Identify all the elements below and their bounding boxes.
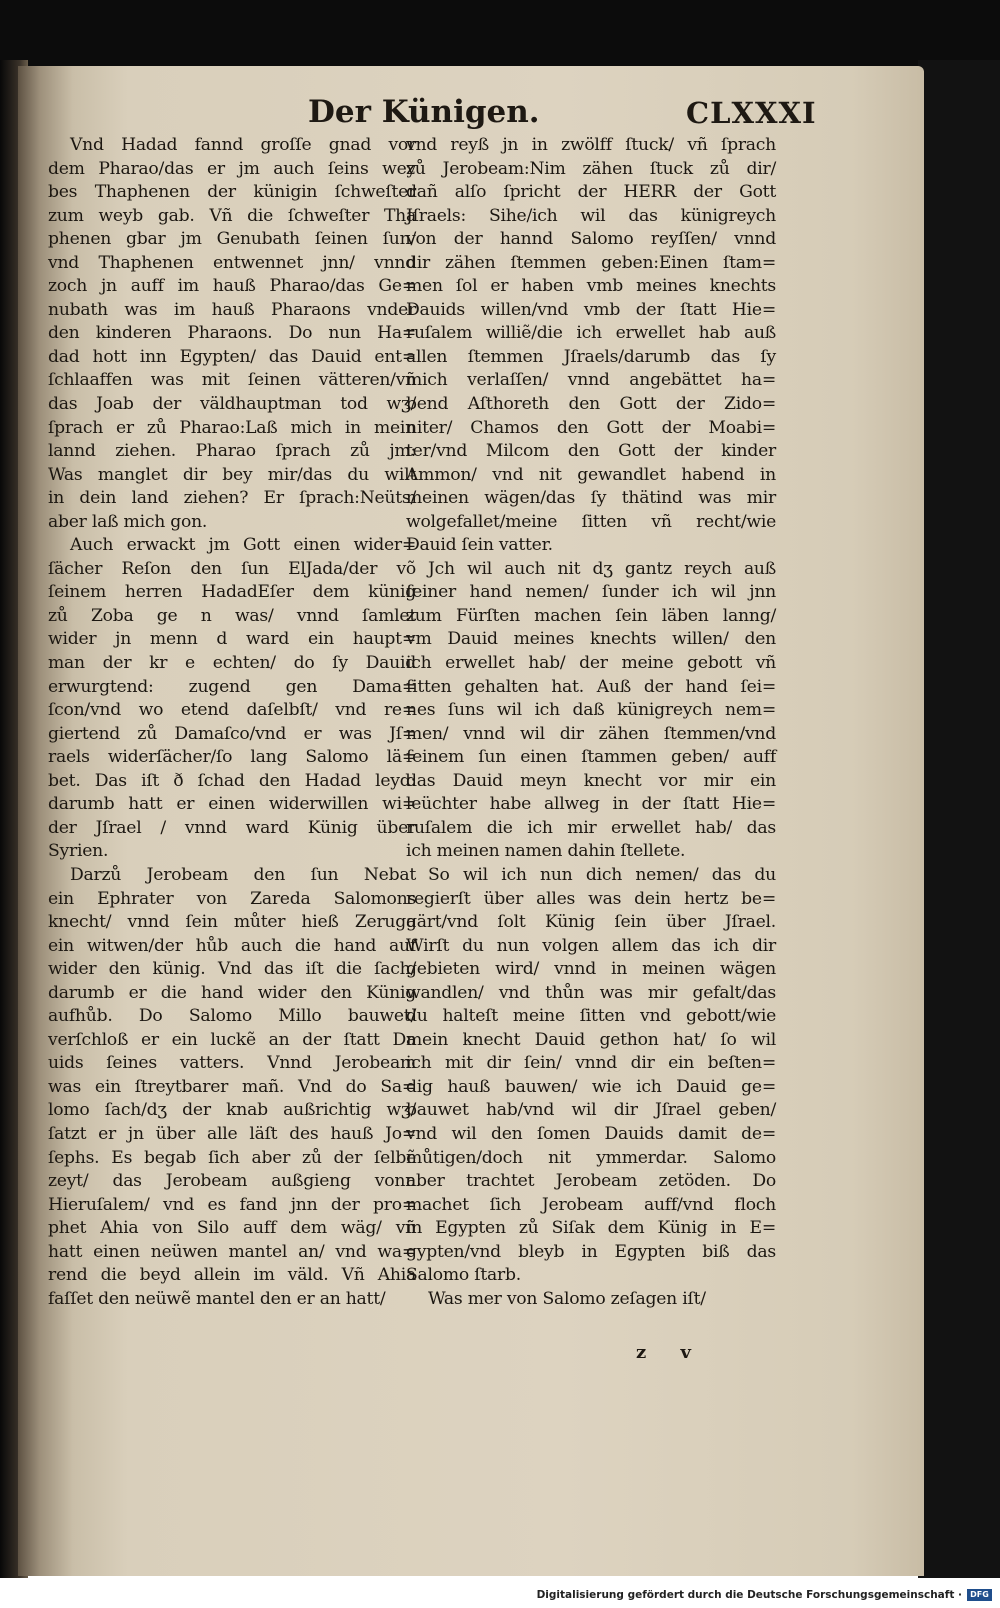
text-line: dad hott inn Egypten/ das Dauid ent=	[48, 346, 416, 367]
text-line: ruſalem williẽ/die ich erwellet hab auß	[406, 323, 776, 344]
text-line: man der kr e echten/ do ſy Dauid	[48, 653, 416, 674]
text-line: men/ vnnd wil dir zähen ſtemmen/vnd	[406, 723, 776, 744]
text-line: ſitten gehalten hat. Auß der hand ſei=	[406, 676, 776, 697]
text-line: bes Thaphenen der künigin ſchweſter	[48, 182, 416, 203]
text-line: bet. Das iſt ð ſchad den Hadad leyd:	[48, 770, 416, 791]
text-line: Syrien.	[48, 841, 109, 862]
text-line: Dauids willen/vnd vmb der ſtatt Hie=	[406, 299, 776, 320]
text-line: ſcon/vnd wo etend daſelbſt/ vnd re=	[48, 700, 416, 721]
text-line: den kinderen Pharaons. Do nun Ha=	[48, 323, 416, 344]
text-line: zum Fürſten machen ſein läben lanng/	[406, 605, 776, 626]
text-line: Auch erwackt jm Gott einen wider=	[70, 535, 416, 556]
digitization-credit: Digitalisierung gefördert durch die Deutsche Forschungsgemeinschaft ·	[536, 1589, 962, 1601]
text-line: uids ſeines vatters. Vnnd Jerobeam	[48, 1053, 416, 1074]
text-line: in Egypten zů Siſak dem Künig in E=	[406, 1218, 776, 1239]
text-line: vnd Thaphenen entwennet jnn/ vnnd	[48, 252, 416, 273]
scanner-right-border	[918, 60, 1000, 1578]
text-line: darumb er die hand wider den Künig	[48, 982, 416, 1003]
text-line: men ſol er haben vmb meines knechts	[406, 276, 776, 297]
text-line: aber trachtet Jerobeam zetöden. Do	[406, 1171, 776, 1192]
text-line: phenen gbar jm Genubath ſeinen ſun/	[48, 229, 416, 250]
scanner-top-border	[0, 0, 1000, 70]
text-line: nes ſuns wil ich daß künigreych nem=	[406, 700, 776, 721]
text-line: wandlen/ vnd thůn was mir gefalt/das	[406, 982, 776, 1003]
text-line: lannd ziehen. Pharao ſprach zů jm:	[48, 441, 416, 462]
text-line: phet Ahia von Silo auff dem wäg/ vñ	[48, 1218, 416, 1239]
text-line: allen ſtemmen Jſraels/darumb das ſy	[406, 346, 776, 367]
text-line: zum weyb gab. Vñ die ſchweſter Tha	[48, 205, 416, 226]
text-line: Was mer von Salomo zeſagen iſt/	[428, 1288, 706, 1309]
text-line: regierſt über alles was dein hertz be=	[406, 888, 776, 909]
text-line: ſächer Reſon den ſun ElJada/der võ	[48, 558, 416, 579]
text-line: gebieten wird/ vnnd in meinen wägen	[406, 959, 776, 980]
text-line: Jch wil auch nit dʒ gantz reych auß	[428, 558, 776, 579]
text-line: vnd reyß jn in zwölff ſtuck/ vñ ſprach	[406, 135, 776, 155]
text-line: lomo ſach/dʒ der knab außrichtig wʒ/	[48, 1100, 416, 1121]
text-line: So wil ich nun dich nemen/ das du	[428, 864, 776, 885]
text-line: bauwet hab/vnd wil dir Jſrael geben/	[406, 1100, 776, 1121]
text-line: wolgefallet/meine ſitten vñ recht/wie	[406, 511, 776, 532]
text-line: hatt einen neüwen mantel an/ vnd wa=	[48, 1241, 416, 1262]
folio-number: CLXXXI	[686, 96, 817, 130]
text-column-left	[48, 134, 416, 1311]
text-line: ſprach er zů Pharao:Laß mich in mein	[48, 417, 416, 438]
text-line: giertend zů Damaſco/vnd er was Jſ=	[48, 723, 416, 744]
book-page	[18, 66, 924, 1576]
running-title: Der Künigen.	[308, 94, 540, 130]
text-line: Salomo ſtarb.	[406, 1265, 521, 1286]
text-line: vm Dauid meines knechts willen/ den	[406, 629, 776, 650]
text-line: dig hauß bauwen/ wie ich Dauid ge=	[406, 1076, 776, 1097]
text-line: knecht/ vnnd ſein můter hieß Zeruga	[48, 912, 416, 933]
text-line: das Joab der väldhauptman tod wʒ/	[48, 394, 416, 415]
text-line: ein witwen/der hůb auch die hand auf	[48, 935, 416, 956]
text-line: was ein ſtreytbarer mañ. Vnd do Sa=	[48, 1076, 416, 1097]
text-line: ſatzt er jn über alle läſt des hauß Jo=	[48, 1123, 416, 1144]
text-line: Wirſt du nun volgen allem das ich dir	[406, 935, 776, 956]
text-line: ſeinem ſun einen ſtammen geben/ auff	[406, 747, 776, 768]
text-line: rend die beyd allein im väld. Vñ Ahia	[48, 1265, 416, 1286]
text-line: meinen wägen/das ſy thätind was mir	[406, 488, 776, 509]
text-line: dir zähen ſtemmen geben:Einen ſtam=	[406, 252, 776, 273]
text-line: Dauid ſein vatter.	[406, 535, 553, 556]
text-line: ter/vnd Milcom den Gott der kinder	[406, 441, 776, 462]
text-line: ich erwellet hab/ der meine gebott vñ	[406, 653, 776, 674]
text-line: leüchter habe allweg in der ſtatt Hie=	[406, 794, 776, 815]
text-line: mich verlaſſen/ vnnd angebättet ha=	[406, 370, 776, 391]
text-line: ſchlaaffen was mit ſeinen vätteren/vñ	[48, 370, 416, 391]
text-line: ſeinem herren HadadEſer dem künig	[48, 582, 416, 603]
text-line: zoch jn auff im hauß Pharao/das Ge=	[48, 276, 416, 297]
text-line: Darzů Jerobeam den ſun Nebat	[70, 864, 416, 885]
dfg-logo: DFG	[967, 1589, 992, 1601]
text-line: dem Pharao/das er jm auch ſeins wey	[48, 158, 416, 179]
text-line: du halteſt meine ſitten vnd gebott/wie	[406, 1006, 776, 1027]
text-line: aufhůb. Do Salomo Millo bauwet/	[48, 1006, 416, 1027]
text-line: wider den künig. Vnd das iſt die ſach/	[48, 959, 416, 980]
text-line: raels widerſächer/ſo lang Salomo lä=	[48, 747, 416, 768]
text-line: ich meinen namen dahin ſtellete.	[406, 841, 686, 862]
text-line: zů Zoba ge n was/ vnnd ſamlet	[48, 605, 416, 626]
text-line: dañ alſo ſpricht der HERR der Gott	[406, 182, 776, 203]
text-line: vnd wil den ſomen Dauids damit de=	[406, 1123, 776, 1144]
text-line: zeyt/ das Jerobeam außgieng vonn	[48, 1171, 416, 1192]
text-line: nubath was im hauß Pharaons vnder	[48, 299, 416, 320]
text-line: ich mit dir ſein/ vnnd dir ein beſten=	[406, 1053, 776, 1074]
text-line: ruſalem die ich mir erwellet hab/ das	[406, 817, 776, 838]
text-line: zů Jerobeam:Nim zähen ſtuck zů dir/	[406, 158, 776, 179]
text-line: ſephs. Es begab ſich aber zů der ſelbẽ	[48, 1147, 416, 1168]
text-line: der Jſrael / vnnd ward Künig über	[48, 817, 416, 838]
text-line: gärt/vnd ſolt Künig ſein über Jſrael.	[406, 912, 776, 933]
text-line: aber laß mich gon.	[48, 511, 208, 532]
text-line: in dein land ziehen? Er ſprach:Neüts/	[48, 488, 416, 509]
text-line: Hieruſalem/ vnd es fand jnn der pro=	[48, 1194, 416, 1215]
text-line: bend Aſthoreth den Gott der Zido=	[406, 394, 776, 415]
text-line: wider jn menn d ward ein haupt=	[48, 629, 416, 650]
text-line: niter/ Chamos den Gott der Moabi=	[406, 417, 776, 438]
text-line: darumb hatt er einen widerwillen wi=	[48, 794, 416, 815]
text-line: Vnd Hadad fannd groſſe gnad vor	[70, 135, 416, 155]
text-line: můtigen/doch nit ymmerdar. Salomo	[406, 1147, 776, 1168]
signature-mark: z v	[636, 1342, 705, 1363]
text-line: gypten/vnd bleyb in Egypten biß das	[406, 1241, 776, 1262]
text-line: von der hannd Salomo reyſſen/ vnnd	[406, 229, 776, 250]
text-line: das Dauid meyn knecht vor mir ein	[406, 770, 776, 791]
text-line: machet ſich Jerobeam auff/vnd floch	[406, 1194, 776, 1215]
text-line: mein knecht Dauid gethon hat/ ſo wil	[406, 1029, 776, 1050]
text-line: Jſraels: Sihe/ich wil das künigreych	[406, 205, 776, 226]
text-line: faſſet den neüwẽ mantel den er an hatt/	[48, 1288, 386, 1309]
text-line: Was manglet dir bey mir/das du wilt	[48, 464, 416, 485]
text-line: verſchloß er ein luckẽ an der ſtatt Da	[48, 1029, 416, 1050]
text-line: ein Ephrater von Zareda Salomons	[48, 888, 416, 909]
text-line: ſeiner hand nemen/ ſunder ich wil jnn	[406, 582, 776, 603]
text-line: erwurgtend: zugend gen Dama=	[48, 676, 416, 697]
text-line: Ammon/ vnd nit gewandlet habend in	[406, 464, 776, 485]
text-column-right	[406, 134, 776, 1311]
